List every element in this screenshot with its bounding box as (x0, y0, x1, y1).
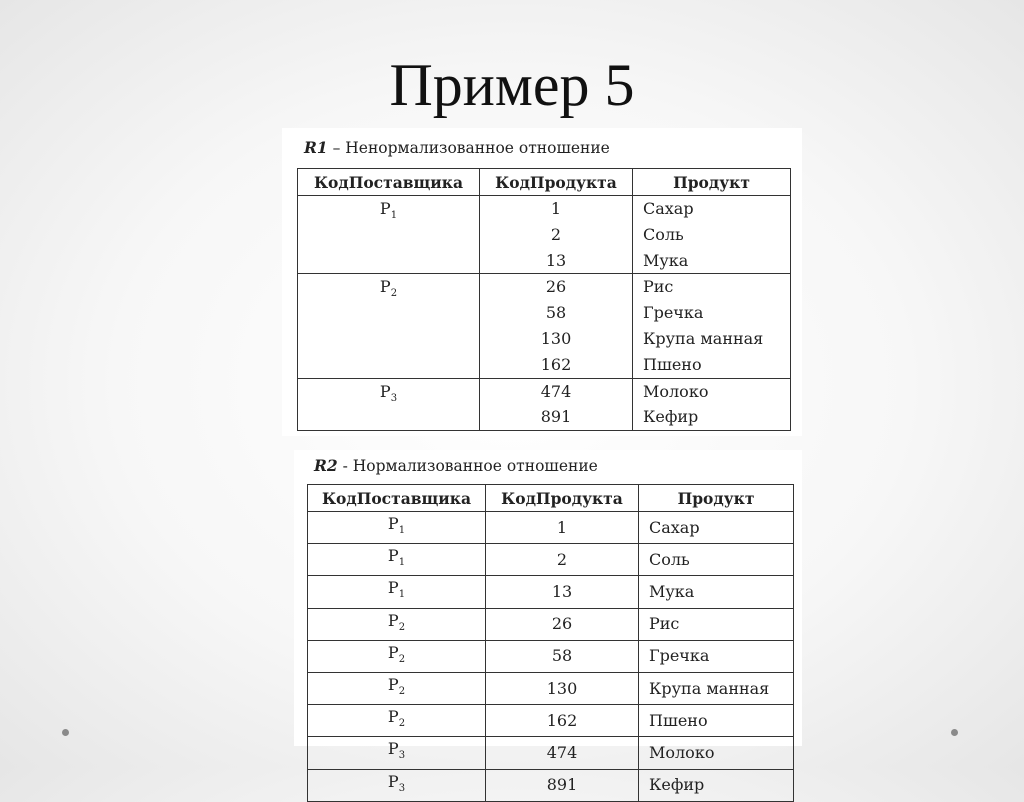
r2-code: 26 (486, 608, 639, 640)
r2-code: 891 (486, 769, 639, 801)
r1-product: Пшено (643, 354, 702, 374)
r2-row (308, 672, 794, 704)
r2-product: Кефир (639, 769, 794, 801)
r2-row (308, 640, 794, 672)
supplier-letter: P (387, 610, 399, 630)
r2-code: 58 (486, 640, 639, 672)
r1-code: 162 (540, 354, 572, 374)
r1-product: Гречка (643, 303, 704, 323)
r1-code: 891 (540, 407, 572, 427)
slide-decoration-dot-left (62, 729, 69, 736)
r1-code: 130 (540, 328, 572, 348)
r2-supplier (308, 512, 486, 544)
r1-panel (282, 128, 802, 436)
r1-group-codes (480, 196, 633, 274)
r2-code: 13 (486, 576, 639, 608)
r2-row (308, 737, 794, 769)
r2-caption-label: R2 (314, 456, 338, 475)
r1-code: 13 (545, 250, 567, 270)
supplier-letter: P (387, 771, 399, 791)
r2-product: Молоко (639, 737, 794, 769)
r2-header-supplier: КодПоставщика (308, 485, 486, 512)
r1-group-supplier (298, 274, 480, 378)
r2-product: Сахар (639, 512, 794, 544)
supplier-letter: P (387, 674, 399, 694)
r2-product: Мука (639, 576, 794, 608)
r1-product: Крупа манная (643, 328, 764, 348)
r2-product: Пшено (639, 705, 794, 737)
r2-product: Соль (639, 544, 794, 576)
r2-table (307, 484, 794, 802)
r2-supplier (308, 544, 486, 576)
r1-header-product: Продукт (633, 169, 791, 196)
r1-group-codes (480, 274, 633, 378)
r2-product: Крупа манная (639, 672, 794, 704)
r2-row (308, 544, 794, 576)
slide-decoration-dot-right (951, 729, 958, 736)
r1-table (297, 168, 791, 431)
r1-header-supplier: КодПоставщика (298, 169, 480, 196)
r2-panel (294, 450, 802, 795)
supplier-subscript: 3 (390, 392, 398, 404)
r2-supplier (308, 737, 486, 769)
supplier-subscript: 2 (398, 653, 406, 665)
r1-group-products (633, 196, 791, 274)
supplier-letter: P (379, 199, 391, 218)
r2-code: 1 (486, 512, 639, 544)
r1-group-row (298, 274, 791, 378)
r2-supplier (308, 769, 486, 801)
r1-group-supplier (298, 378, 480, 431)
r2-supplier (308, 576, 486, 608)
r1-code: 26 (545, 277, 567, 297)
supplier-subscript: 1 (398, 525, 406, 537)
r2-code: 474 (486, 737, 639, 769)
supplier-letter: P (387, 707, 399, 727)
r1-caption-text: – Ненормализованное отношение (327, 139, 610, 157)
supplier-subscript: 1 (398, 557, 406, 569)
r1-group-supplier (298, 196, 480, 274)
supplier-letter: P (379, 277, 391, 297)
r2-product: Рис (639, 608, 794, 640)
r2-header-product: Продукт (639, 485, 794, 512)
r2-row (308, 576, 794, 608)
r2-supplier (308, 608, 486, 640)
supplier-subscript: 2 (390, 288, 398, 300)
r1-product: Кефир (643, 407, 699, 427)
r2-supplier (308, 640, 486, 672)
r1-code: 2 (550, 224, 562, 244)
r1-code: 1 (550, 199, 562, 218)
supplier-letter: P (387, 642, 399, 662)
supplier-letter: P (387, 514, 399, 533)
r1-header-code: КодПродукта (480, 169, 633, 196)
r1-caption (304, 138, 610, 157)
supplier-letter: P (387, 739, 399, 759)
supplier-letter: P (387, 546, 399, 566)
supplier-subscript: 2 (398, 718, 406, 730)
r2-row (308, 512, 794, 544)
supplier-subscript: 1 (390, 210, 398, 222)
supplier-subscript: 3 (398, 750, 406, 762)
r1-caption-label: R1 (304, 138, 328, 157)
r1-product: Соль (643, 224, 684, 244)
r2-header-code: КодПродукта (486, 485, 639, 512)
r1-product: Молоко (643, 381, 709, 401)
r2-product: Гречка (639, 640, 794, 672)
r2-caption-text: - Нормализованное отношение (337, 457, 598, 475)
r2-code: 162 (486, 705, 639, 737)
r2-code: 130 (486, 672, 639, 704)
r1-group-products (633, 378, 791, 431)
r2-row (308, 608, 794, 640)
r2-supplier (308, 672, 486, 704)
r1-header-row (298, 169, 791, 196)
r1-code: 58 (545, 303, 567, 323)
r2-header-row (308, 485, 794, 512)
r2-row (308, 705, 794, 737)
r1-product: Сахар (643, 199, 694, 218)
supplier-subscript: 3 (398, 782, 406, 794)
r2-row (308, 769, 794, 801)
r1-group-products (633, 274, 791, 378)
r2-supplier (308, 705, 486, 737)
r1-product: Мука (643, 250, 689, 270)
supplier-subscript: 2 (398, 686, 406, 698)
r2-caption (314, 456, 598, 475)
supplier-subscript: 1 (398, 589, 406, 601)
r1-group-row (298, 196, 791, 274)
supplier-subscript: 2 (398, 621, 406, 633)
r2-code: 2 (486, 544, 639, 576)
r1-group-row (298, 378, 791, 431)
slide-title: Пример 5 (389, 52, 635, 118)
supplier-letter: P (379, 381, 391, 401)
r1-product: Рис (643, 277, 674, 297)
supplier-letter: P (387, 578, 399, 598)
r1-code: 474 (540, 381, 572, 401)
r1-group-codes (480, 378, 633, 431)
